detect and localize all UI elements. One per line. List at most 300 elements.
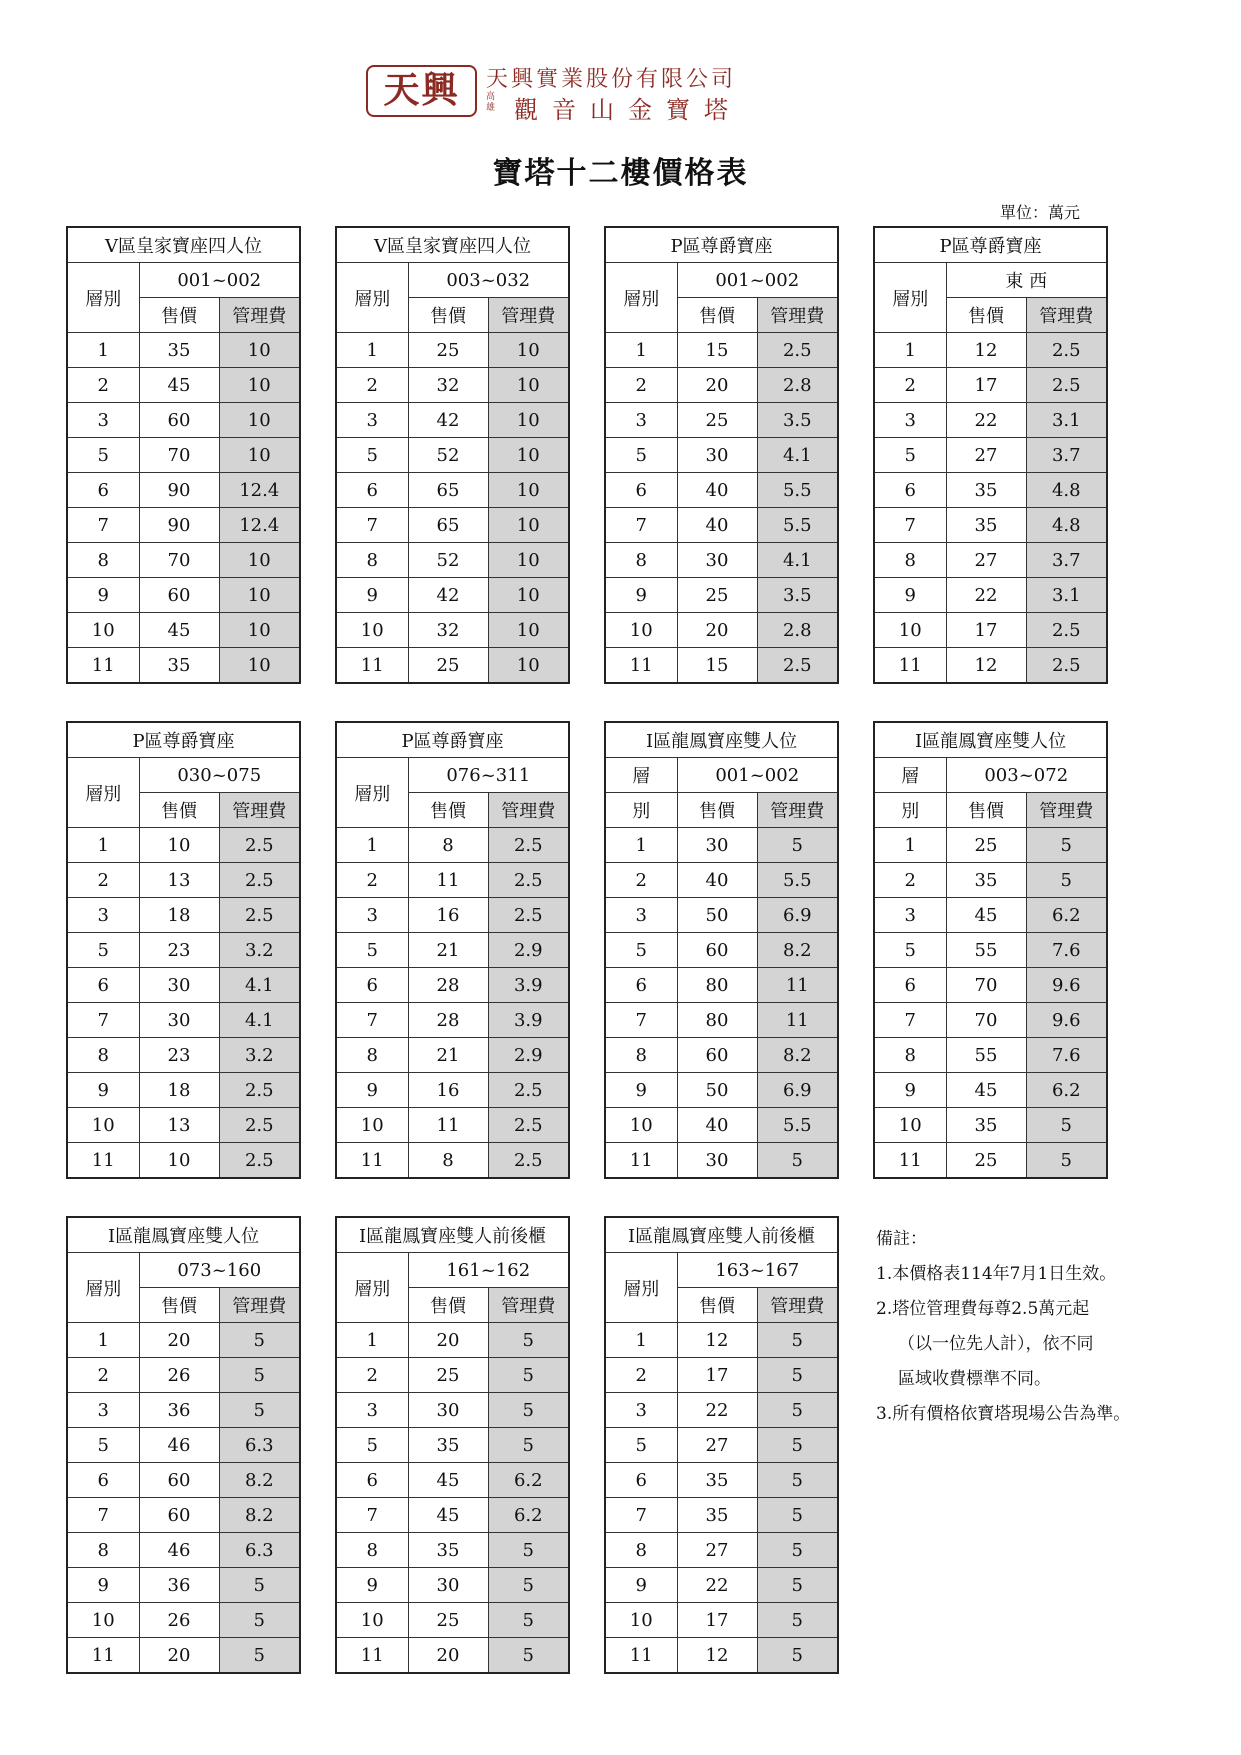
company-name: 天興實業股份有限公司: [486, 67, 737, 92]
note-line: 2.塔位管理費每尊2.5萬元起: [876, 1299, 1090, 1319]
range-header: 001~002: [139, 263, 300, 298]
floor-cell: 5: [67, 1428, 139, 1463]
price-cell: 42: [408, 403, 488, 438]
table-row: [67, 333, 300, 368]
fee-cell: 10: [219, 368, 300, 403]
fee-header: 管理費: [1026, 298, 1107, 333]
fee-cell: 5: [757, 1428, 838, 1463]
fee-cell: 8.2: [757, 933, 838, 968]
price-table: [335, 1216, 570, 1674]
table-row: [336, 1428, 569, 1463]
price-cell: 25: [946, 1143, 1026, 1179]
fee-cell: 4.8: [1026, 473, 1107, 508]
price-cell: 22: [677, 1393, 757, 1428]
table-row: [336, 1533, 569, 1568]
note-line: 3.所有價格依寶塔現場公告為準。: [876, 1404, 1131, 1424]
table-row: [605, 933, 838, 968]
table-row: [605, 1638, 838, 1674]
price-cell: 36: [139, 1393, 219, 1428]
fee-cell: 5: [757, 1463, 838, 1498]
table-title: I區龍鳳寶座雙人位: [605, 722, 838, 758]
floor-cell: 10: [336, 1108, 408, 1143]
floor-header: 層別: [67, 758, 139, 828]
price-table: [873, 721, 1108, 1179]
floor-cell: 8: [336, 543, 408, 578]
fee-cell: 2.5: [1026, 333, 1107, 368]
floor-cell: 5: [874, 438, 946, 473]
table-row: [336, 863, 569, 898]
fee-cell: 5: [488, 1603, 569, 1638]
price-cell: 80: [677, 968, 757, 1003]
table-row: [67, 403, 300, 438]
floor-cell: 1: [67, 333, 139, 368]
price-cell: 16: [408, 1073, 488, 1108]
table-row: [874, 968, 1107, 1003]
floor-cell: 10: [67, 1108, 139, 1143]
table-row: [874, 898, 1107, 933]
price-cell: 10: [139, 828, 219, 863]
floor-cell: 10: [874, 613, 946, 648]
table-row: [336, 403, 569, 438]
floor-cell: 7: [605, 508, 677, 543]
table-row: [336, 1073, 569, 1108]
table-row: [605, 1393, 838, 1428]
floor-cell: 2: [874, 863, 946, 898]
price-cell: 16: [408, 898, 488, 933]
floor-cell: 3: [605, 898, 677, 933]
floor-header: 層別: [874, 263, 946, 333]
price-cell: 35: [677, 1498, 757, 1533]
fee-cell: 3.2: [219, 1038, 300, 1073]
price-cell: 27: [946, 543, 1026, 578]
price-cell: 40: [677, 1108, 757, 1143]
floor-cell: 8: [605, 1533, 677, 1568]
floor-cell: 11: [336, 1143, 408, 1179]
price-cell: 80: [677, 1003, 757, 1038]
floor-cell: 3: [67, 898, 139, 933]
floor-cell: 11: [874, 1143, 946, 1179]
table-row: [67, 438, 300, 473]
table-row: [67, 1533, 300, 1568]
price-cell: 45: [946, 898, 1026, 933]
table-row: [336, 333, 569, 368]
price-header: 售價: [139, 793, 219, 828]
price-cell: 30: [139, 1003, 219, 1038]
fee-cell: 5: [1026, 828, 1107, 863]
fee-cell: 5: [757, 1358, 838, 1393]
fee-cell: 6.9: [757, 898, 838, 933]
table-row: [605, 1073, 838, 1108]
fee-cell: 10: [488, 368, 569, 403]
floor-cell: 7: [336, 508, 408, 543]
price-cell: 22: [946, 578, 1026, 613]
table-row: [336, 613, 569, 648]
table-row: [874, 863, 1107, 898]
price-cell: 45: [139, 613, 219, 648]
price-cell: 32: [408, 613, 488, 648]
fee-cell: 5: [219, 1638, 300, 1674]
floor-cell: 9: [874, 1073, 946, 1108]
range-header: 030~075: [139, 758, 300, 793]
floor-cell: 6: [67, 968, 139, 1003]
price-cell: 70: [139, 438, 219, 473]
price-cell: 10: [139, 1143, 219, 1179]
table-row: [67, 1393, 300, 1428]
fee-cell: 2.9: [488, 1038, 569, 1073]
fee-cell: 5: [757, 1603, 838, 1638]
fee-header: 管理費: [219, 1288, 300, 1323]
floor-cell: 3: [605, 403, 677, 438]
table-row: [336, 508, 569, 543]
floor-cell: 8: [336, 1038, 408, 1073]
price-cell: 25: [677, 578, 757, 613]
fee-header: 管理費: [488, 1288, 569, 1323]
price-cell: 26: [139, 1358, 219, 1393]
table-row: [605, 1358, 838, 1393]
floor-cell: 9: [336, 1568, 408, 1603]
fee-cell: 6.2: [1026, 898, 1107, 933]
fee-cell: 4.1: [219, 968, 300, 1003]
price-cell: 46: [139, 1428, 219, 1463]
fee-cell: 6.2: [1026, 1073, 1107, 1108]
table-row: [336, 933, 569, 968]
fee-cell: 2.5: [219, 828, 300, 863]
floor-cell: 10: [336, 613, 408, 648]
price-cell: 36: [139, 1568, 219, 1603]
table-row: [67, 648, 300, 684]
table-row: [605, 828, 838, 863]
fee-cell: 10: [488, 508, 569, 543]
fee-cell: 5: [219, 1393, 300, 1428]
floor-cell: 6: [874, 473, 946, 508]
floor-cell: 2: [605, 1358, 677, 1393]
floor-cell: 5: [336, 438, 408, 473]
floor-cell: 2: [67, 863, 139, 898]
floor-header: 層別: [336, 263, 408, 333]
floor-cell: 7: [874, 508, 946, 543]
price-cell: 35: [946, 473, 1026, 508]
fee-cell: 5.5: [757, 863, 838, 898]
table-row: [67, 1038, 300, 1073]
price-cell: 8: [408, 1143, 488, 1179]
table-row: [605, 1603, 838, 1638]
fee-cell: 3.2: [219, 933, 300, 968]
floor-header: 層別: [336, 1253, 408, 1323]
floor-cell: 5: [67, 438, 139, 473]
table-row: [874, 1038, 1107, 1073]
table-row: [605, 648, 838, 684]
table-row: [874, 578, 1107, 613]
table-row: [874, 1143, 1107, 1179]
price-cell: 20: [408, 1638, 488, 1674]
floor-cell: 6: [605, 473, 677, 508]
price-cell: 26: [139, 1603, 219, 1638]
table-row: [336, 1003, 569, 1038]
fee-cell: 5: [488, 1533, 569, 1568]
price-cell: 45: [408, 1463, 488, 1498]
floor-cell: 7: [336, 1498, 408, 1533]
notes: [876, 1222, 1130, 1432]
fee-cell: 5: [488, 1358, 569, 1393]
note-line: （以一位先人計），依不同: [898, 1334, 1094, 1354]
price-cell: 42: [408, 578, 488, 613]
fee-cell: 2.5: [219, 1143, 300, 1179]
floor-cell: 9: [605, 1073, 677, 1108]
floor-cell: 3: [336, 1393, 408, 1428]
floor-cell: 7: [67, 508, 139, 543]
fee-cell: 5: [488, 1638, 569, 1674]
floor-cell: 6: [605, 968, 677, 1003]
price-table: [66, 1216, 301, 1674]
table-title: V區皇家寶座四人位: [67, 227, 300, 263]
price-cell: 25: [677, 403, 757, 438]
fee-cell: 6.3: [219, 1533, 300, 1568]
price-cell: 12: [677, 1638, 757, 1674]
fee-cell: 5: [1026, 863, 1107, 898]
floor-cell: 9: [336, 578, 408, 613]
price-header: 售價: [946, 793, 1026, 828]
price-cell: 32: [408, 368, 488, 403]
price-cell: 30: [139, 968, 219, 1003]
fee-cell: 5: [219, 1603, 300, 1638]
floor-cell: 3: [67, 403, 139, 438]
table-row: [336, 1603, 569, 1638]
fee-cell: 5.5: [757, 1108, 838, 1143]
price-cell: 8: [408, 828, 488, 863]
floor-cell: 8: [605, 1038, 677, 1073]
fee-cell: 5: [757, 1638, 838, 1674]
table-row: [605, 473, 838, 508]
price-cell: 35: [139, 333, 219, 368]
table-row: [605, 333, 838, 368]
fee-cell: 2.5: [1026, 613, 1107, 648]
floor-cell: 7: [67, 1498, 139, 1533]
price-cell: 70: [946, 1003, 1026, 1038]
price-cell: 30: [408, 1568, 488, 1603]
table-row: [67, 898, 300, 933]
floor-cell: 6: [605, 1463, 677, 1498]
floor-header: 別: [874, 793, 946, 828]
fee-header: 管理費: [757, 298, 838, 333]
fee-cell: 7.6: [1026, 1038, 1107, 1073]
floor-cell: 8: [336, 1533, 408, 1568]
price-table: [604, 1216, 839, 1674]
floor-cell: 5: [605, 1428, 677, 1463]
floor-cell: 2: [605, 368, 677, 403]
floor-cell: 7: [874, 1003, 946, 1038]
range-header: 東 西: [946, 263, 1107, 298]
table-row: [605, 1003, 838, 1038]
floor-cell: 9: [67, 1568, 139, 1603]
price-cell: 21: [408, 1038, 488, 1073]
table-row: [336, 1038, 569, 1073]
floor-cell: 2: [605, 863, 677, 898]
fee-cell: 2.5: [488, 863, 569, 898]
floor-cell: 3: [605, 1393, 677, 1428]
price-header: 售價: [677, 793, 757, 828]
floor-cell: 7: [336, 1003, 408, 1038]
fee-cell: 2.5: [1026, 368, 1107, 403]
fee-cell: 2.5: [219, 1108, 300, 1143]
fee-cell: 4.1: [757, 543, 838, 578]
price-cell: 30: [408, 1393, 488, 1428]
table-row: [605, 403, 838, 438]
floor-cell: 9: [336, 1073, 408, 1108]
fee-cell: 5.5: [757, 473, 838, 508]
floor-cell: 8: [874, 543, 946, 578]
floor-cell: 10: [874, 1108, 946, 1143]
price-cell: 12: [677, 1323, 757, 1358]
price-cell: 35: [946, 863, 1026, 898]
fee-cell: 12.4: [219, 508, 300, 543]
fee-cell: 9.6: [1026, 1003, 1107, 1038]
table-row: [336, 1498, 569, 1533]
floor-cell: 1: [336, 333, 408, 368]
table-row: [605, 1428, 838, 1463]
price-cell: 45: [139, 368, 219, 403]
price-cell: 40: [677, 863, 757, 898]
price-cell: 45: [946, 1073, 1026, 1108]
price-cell: 22: [677, 1568, 757, 1603]
floor-cell: 2: [67, 368, 139, 403]
note-line: 區域收費標準不同。: [898, 1369, 1051, 1389]
fee-cell: 7.6: [1026, 933, 1107, 968]
fee-cell: 6.2: [488, 1498, 569, 1533]
floor-cell: 5: [874, 933, 946, 968]
price-cell: 35: [946, 508, 1026, 543]
table-row: [336, 828, 569, 863]
price-cell: 50: [677, 1073, 757, 1108]
table-row: [874, 613, 1107, 648]
table-row: [67, 828, 300, 863]
note-line: 1.本價格表114年7月1日生效。: [876, 1264, 1117, 1284]
fee-cell: 3.5: [757, 403, 838, 438]
fee-cell: 6.3: [219, 1428, 300, 1463]
table-row: [67, 1323, 300, 1358]
floor-cell: 8: [67, 1038, 139, 1073]
fee-cell: 5: [488, 1323, 569, 1358]
floor-cell: 11: [605, 1143, 677, 1179]
floor-cell: 6: [336, 1463, 408, 1498]
floor-cell: 1: [336, 828, 408, 863]
range-header: 073~160: [139, 1253, 300, 1288]
fee-cell: 8.2: [219, 1463, 300, 1498]
floor-cell: 6: [336, 473, 408, 508]
table-row: [874, 403, 1107, 438]
table-row: [67, 863, 300, 898]
company-logo: [366, 60, 806, 130]
table-row: [605, 1463, 838, 1498]
price-cell: 12: [946, 333, 1026, 368]
fee-cell: 10: [219, 578, 300, 613]
floor-cell: 8: [67, 543, 139, 578]
fee-cell: 10: [488, 613, 569, 648]
fee-cell: 10: [219, 438, 300, 473]
fee-cell: 10: [219, 333, 300, 368]
price-table: [873, 226, 1108, 684]
price-cell: 40: [677, 473, 757, 508]
floor-cell: 11: [605, 1638, 677, 1674]
price-cell: 90: [139, 508, 219, 543]
price-cell: 40: [677, 508, 757, 543]
price-cell: 17: [677, 1603, 757, 1638]
table-row: [336, 648, 569, 684]
fee-cell: 11: [757, 968, 838, 1003]
fee-cell: 2.5: [1026, 648, 1107, 684]
price-cell: 11: [408, 1108, 488, 1143]
fee-cell: 10: [488, 578, 569, 613]
price-cell: 65: [408, 508, 488, 543]
floor-header: 層別: [67, 1253, 139, 1323]
fee-header: 管理費: [488, 298, 569, 333]
price-cell: 46: [139, 1533, 219, 1568]
fee-cell: 2.9: [488, 933, 569, 968]
price-cell: 30: [677, 438, 757, 473]
table-row: [605, 438, 838, 473]
price-cell: 45: [408, 1498, 488, 1533]
table-row: [874, 438, 1107, 473]
table-row: [336, 1108, 569, 1143]
price-cell: 70: [139, 543, 219, 578]
price-header: 售價: [408, 1288, 488, 1323]
fee-cell: 10: [219, 648, 300, 684]
table-row: [67, 1498, 300, 1533]
fee-cell: 11: [757, 1003, 838, 1038]
table-row: [67, 1603, 300, 1638]
fee-cell: 3.5: [757, 578, 838, 613]
floor-cell: 7: [605, 1498, 677, 1533]
table-row: [605, 1108, 838, 1143]
table-row: [874, 333, 1107, 368]
price-header: 售價: [408, 298, 488, 333]
floor-cell: 1: [605, 1323, 677, 1358]
floor-cell: 3: [67, 1393, 139, 1428]
price-cell: 70: [946, 968, 1026, 1003]
price-cell: 30: [677, 543, 757, 578]
floor-cell: 11: [605, 648, 677, 684]
fee-cell: 10: [488, 438, 569, 473]
floor-cell: 9: [874, 578, 946, 613]
fee-cell: 9.6: [1026, 968, 1107, 1003]
price-cell: 25: [946, 828, 1026, 863]
floor-cell: 11: [67, 1638, 139, 1674]
table-row: [336, 1323, 569, 1358]
price-cell: 35: [139, 648, 219, 684]
price-table: [66, 226, 301, 684]
table-row: [67, 968, 300, 1003]
table-title: P區尊爵寶座: [874, 227, 1107, 263]
fee-cell: 2.5: [219, 863, 300, 898]
table-row: [605, 508, 838, 543]
floor-cell: 6: [336, 968, 408, 1003]
table-title: I區龍鳳寶座雙人前後櫃: [336, 1217, 569, 1253]
table-row: [605, 1533, 838, 1568]
floor-cell: 2: [874, 368, 946, 403]
table-title: V區皇家寶座四人位: [336, 227, 569, 263]
floor-cell: 11: [874, 648, 946, 684]
price-cell: 52: [408, 438, 488, 473]
fee-cell: 2.5: [219, 1073, 300, 1108]
price-header: 售價: [139, 1288, 219, 1323]
table-row: [605, 578, 838, 613]
fee-cell: 5: [219, 1568, 300, 1603]
fee-cell: 5: [488, 1568, 569, 1603]
price-cell: 21: [408, 933, 488, 968]
table-row: [874, 933, 1107, 968]
fee-cell: 5: [1026, 1143, 1107, 1179]
floor-header: 層: [874, 758, 946, 793]
price-cell: 20: [139, 1323, 219, 1358]
